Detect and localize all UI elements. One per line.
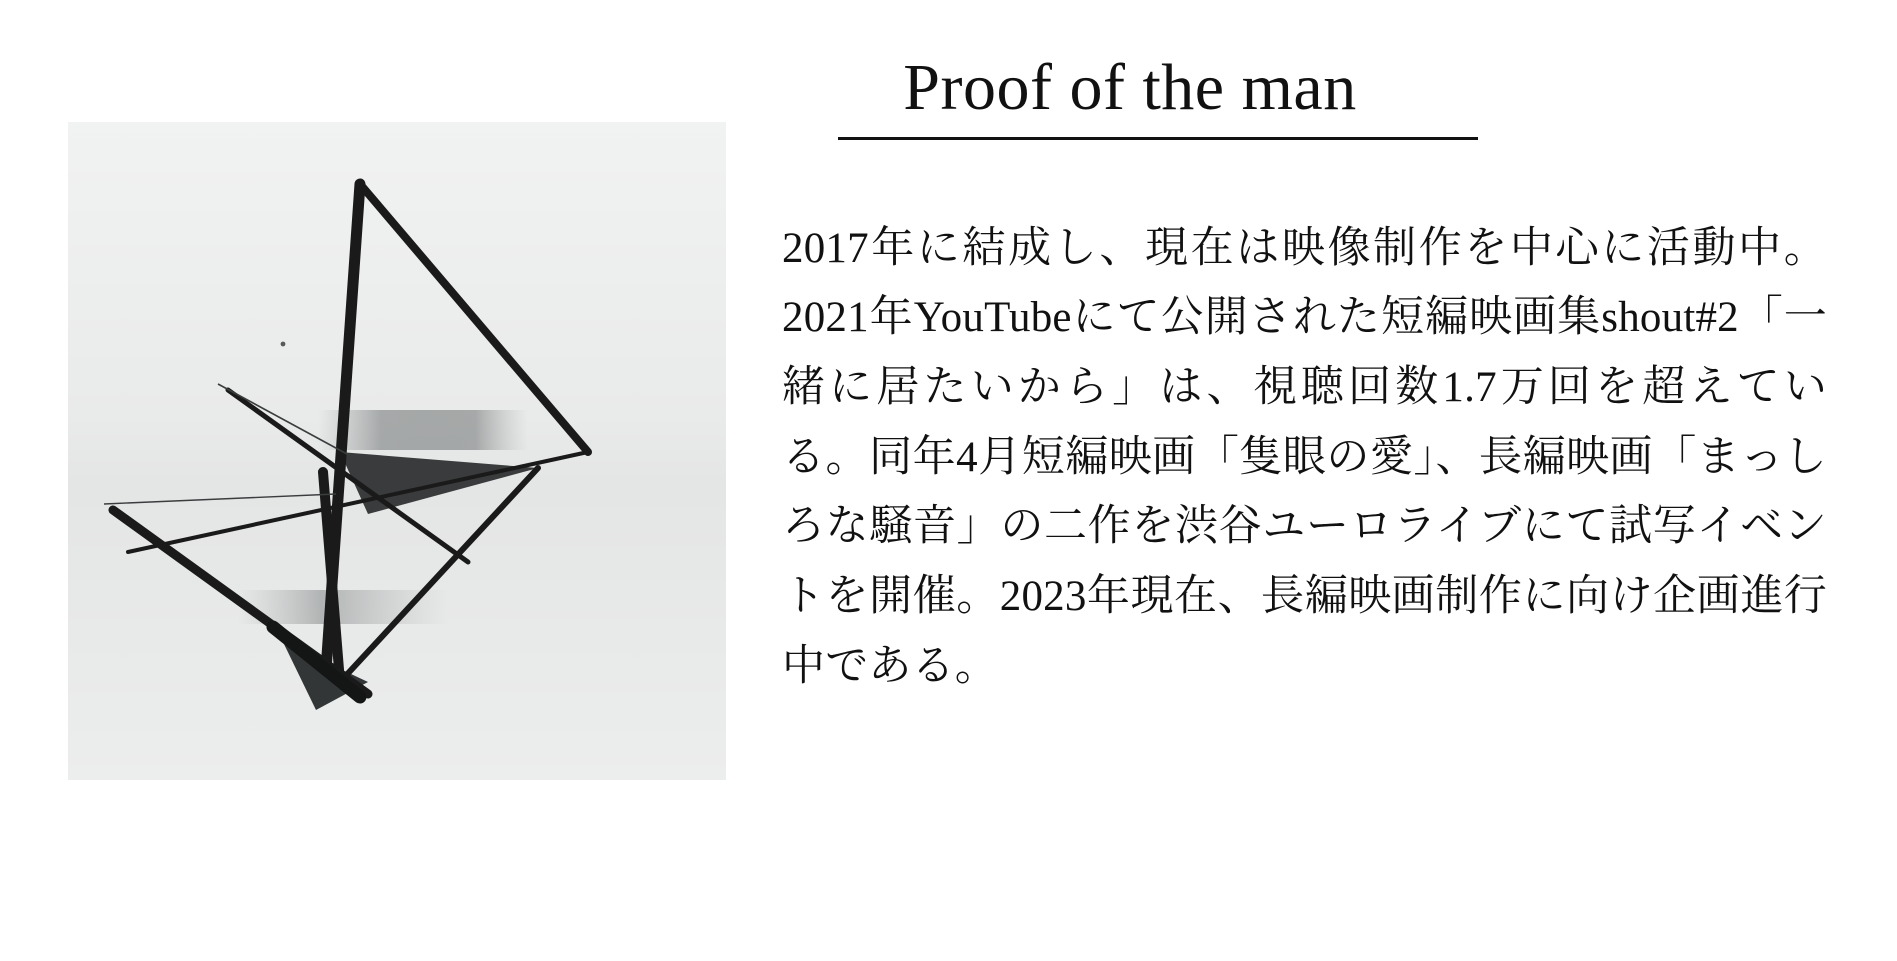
text-column (782, 52, 1842, 701)
title-underline (838, 137, 1478, 140)
title-block (810, 52, 1450, 140)
artwork-svg (68, 122, 726, 780)
body-paragraph: 2017年に結成し、現在は映像制作を中心に活動中。2021年YouTubeにて公開された短編映画集shout#2「一緒に居たいから」は、視聴回数1.7万回を超えている。同年4月短編映画「隻眼の愛」、長編映画「まっしろな騒音」の二作を渋谷ユーロライブにて試写イベントを開催。2023年現在、長編映画制作に向け企画進行中である。 (782, 224, 1827, 690)
artwork-image (68, 122, 726, 780)
page-title: Proof of the man (903, 51, 1357, 124)
